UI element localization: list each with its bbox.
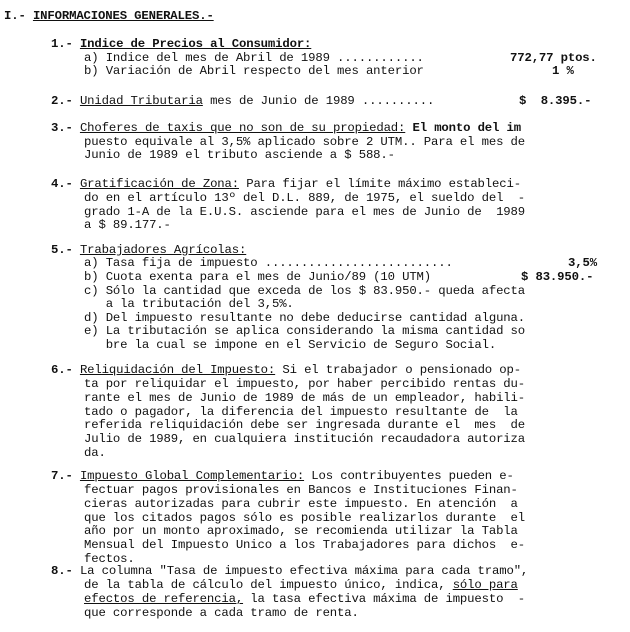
- item-2-line: [51, 94, 434, 108]
- item-1-a-text: a) Indice del mes de Abril de 1989 ............: [84, 51, 424, 65]
- item-5-number: 5.-: [51, 243, 73, 257]
- item-7-text: Los contribuyentes pueden e-: [311, 469, 514, 483]
- item-3-line-3: Junio de 1989 el tributo asciende a $ 588.-: [84, 148, 395, 162]
- item-4-line-3: grado 1-A de la E.U.S. asciende para el mes de Junio de 1989: [84, 205, 525, 219]
- item-8-line-3-underlined: efectos de referencia,: [84, 592, 244, 606]
- item-4-line-2: do en el artículo 13º del D.L. 889, de 1975, el sueldo del -: [84, 191, 525, 205]
- item-7-heading: Impuesto Global Complementario:: [79, 469, 305, 483]
- item-3-line-1: [51, 121, 521, 135]
- item-3-number: 3.-: [51, 121, 73, 135]
- item-6-line-4: tado o pagador, la diferencia del impuesto resultante de la: [84, 405, 518, 419]
- item-6-line-1: [51, 363, 521, 377]
- item-7-line-5: año por un monto aproximado, se recomienda utilizar la Tabla: [84, 524, 518, 538]
- item-6-line-6: Julio de 1989, en cualquiera institución recaudadora autoriza: [84, 432, 525, 446]
- item-2-value: $ 8.395.-: [519, 94, 592, 108]
- item-5-a-value: 3,5%: [568, 256, 597, 270]
- item-5-heading: Trabajadores Agrícolas:: [79, 243, 247, 257]
- item-7-line-1: [51, 469, 514, 483]
- item-4-line-4: a $ 89.177.-: [84, 218, 171, 232]
- item-3-text: El monto del im: [412, 121, 521, 135]
- item-8-line-1: [51, 564, 528, 578]
- section-heading: [4, 9, 214, 23]
- item-3-line-2: puesto equivale al 3,5% aplicado sobre 2 UTM.. Para el mes de: [84, 135, 525, 149]
- item-8-line-2-underlined: sólo para: [452, 578, 518, 592]
- item-6-line-7: da.: [84, 446, 106, 460]
- item-4-number: 4.-: [51, 177, 73, 191]
- item-6-text: Si el trabajador o pensionado op-: [282, 363, 521, 377]
- item-3-heading: Choferes de taxis que no son de su propiedad:: [79, 121, 406, 135]
- item-8-line-2-text: de la tabla de cálculo del impuesto único, indica,: [84, 578, 446, 592]
- item-4-text: Para fijar el límite máximo estableci-: [246, 177, 521, 191]
- item-5-c-line-1: c) Sólo la cantidad que exceda de los $ 83.950.- queda afecta: [84, 284, 525, 298]
- item-4-heading: Gratificación de Zona:: [79, 177, 239, 191]
- item-7-line-7: fectos.: [84, 552, 135, 566]
- item-1-heading: Indice de Precios al Consumidor:: [79, 37, 312, 51]
- item-6-line-2: ta por reliquidar el impuesto, por haber percibido rentas du-: [84, 377, 525, 391]
- item-7-line-3: cieras autorizadas para cubrir este impuesto. En atención a: [84, 497, 518, 511]
- heading-number: I.-: [4, 9, 26, 23]
- item-2-heading: Unidad Tributaria: [79, 94, 203, 108]
- item-5-title: [51, 243, 246, 257]
- item-7-line-2: fectuar pagos provisionales en Bancos e Instituciones Finan-: [84, 483, 518, 497]
- item-6-line-5: referida reliquidación debe ser ingresada durante el mes de: [84, 418, 525, 432]
- item-6-line-3: rante el mes de Junio de 1989 de más de un empleador, habili-: [84, 391, 525, 405]
- heading-title: INFORMACIONES GENERALES.-: [32, 9, 214, 23]
- item-5-c-line-2: a la tributación del 3,5%.: [84, 297, 294, 311]
- item-1-b-value: 1 %: [552, 64, 574, 78]
- item-5-a-text: a) Tasa fija de impuesto ..........................: [84, 256, 453, 270]
- item-8-line-4: que corresponde a cada tramo de renta.: [84, 606, 359, 620]
- item-8-line-2: [84, 578, 518, 592]
- item-8-line-3-text: la tasa efectiva máxima de impuesto -: [250, 592, 525, 606]
- item-7-line-6: Mensual del Impuesto Unico a los Trabajadores para dichos e-: [84, 538, 525, 552]
- item-1-a-value: 772,77 ptos.: [510, 51, 597, 65]
- item-7-number: 7.-: [51, 469, 73, 483]
- item-5-b-text: b) Cuota exenta para el mes de Junio/89 (10 UTM): [84, 270, 432, 284]
- item-8-number: 8.-: [51, 564, 73, 578]
- item-5-b-value: $ 83.950.-: [521, 270, 594, 284]
- item-5-d: d) Del impuesto resultante no debe deducirse cantidad alguna.: [84, 311, 525, 325]
- item-6-heading: Reliquidación del Impuesto:: [79, 363, 276, 377]
- item-1-number: 1.-: [51, 37, 73, 51]
- item-5-e-line-1: e) La tributación se aplica considerando la misma cantidad so: [84, 324, 525, 338]
- item-1-title: [51, 37, 311, 51]
- item-5-e-line-2: bre la cual se impone en el Servicio de Seguro Social.: [84, 338, 497, 352]
- item-6-number: 6.-: [51, 363, 73, 377]
- item-8-line-3: [84, 592, 525, 606]
- item-4-line-1: [51, 177, 521, 191]
- item-7-line-4: que los citados pagos sólo es posible realizarlos durante el: [84, 511, 525, 525]
- item-8-text: La columna "Tasa de impuesto efectiva máxima para cada tramo",: [79, 564, 529, 578]
- item-1-b-text: b) Variación de Abril respecto del mes anterior: [84, 64, 424, 78]
- item-2-number: 2.-: [51, 94, 73, 108]
- item-2-text: mes de Junio de 1989 ..........: [210, 94, 435, 108]
